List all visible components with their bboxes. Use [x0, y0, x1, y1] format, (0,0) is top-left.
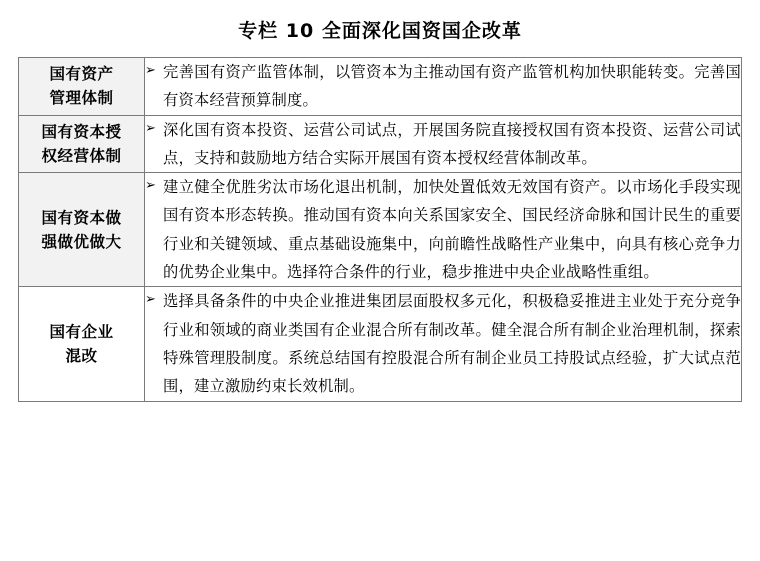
bullet-row: [145, 173, 741, 286]
row-label-authorized-operation-system: [19, 115, 145, 173]
paragraph-text: 建立健全优胜劣汰市场化退出机制，加快处置低效无效国有资产。以市场化手段实现国有资本形态转换。推动国有资本向关系国家安全、国民经济命脉和国计民生的重要行业和关键领域、重点基础设施集中，向前瞻性战略性产业集中，向具有核心竞争力的优势企业集中。选择符合条件的行业，稳步推进中央企业战略性重组。: [163, 178, 741, 282]
table-row: [19, 173, 742, 287]
bullet-row: [145, 116, 741, 173]
row-content-mixed-ownership-reform: [145, 287, 742, 401]
row-label-mixed-ownership-reform: [19, 287, 145, 401]
arrow-bullet-icon: ➢: [145, 63, 156, 78]
label-line: 管理体制: [49, 89, 114, 108]
table-row: [19, 115, 742, 173]
paragraph-text: 深化国有资本投资、运营公司试点，开展国务院直接授权国有资本投资、运营公司试点，支持和鼓励地方结合实际开展国有资本授权经营体制改革。: [163, 120, 741, 167]
label-line: 权经营体制: [41, 146, 122, 165]
paragraph-text: 选择具备条件的中央企业推进集团层面股权多元化，积极稳妥推进主业处于充分竞争行业和领域的商业类国有企业混合所有制改革。健全混合所有制企业治理机制，探索特殊管理股制度。系统总结国有控股混合所有制企业员工持股试点经验，扩大试点范围，建立激励约束长效机制。: [163, 292, 741, 396]
label-line: 国有资本授: [41, 122, 122, 141]
row-label-state-asset-management-system: [19, 58, 145, 116]
table-row: [19, 287, 742, 401]
arrow-bullet-icon: ➢: [145, 292, 156, 308]
label-line: 强做优做大: [41, 232, 122, 251]
box-table-wrapper: [18, 57, 742, 402]
row-content-authorized-operation-system: [145, 115, 742, 173]
page-title: 专栏 10 全面深化国资国企改革: [238, 20, 522, 42]
reform-measures-table: [18, 57, 742, 402]
bullet-row: [145, 287, 741, 400]
paragraph-text: 完善国有资产监管体制，以管资本为主推动国有资产监管机构加快职能转变。完善国有资本经营预算制度。: [163, 63, 741, 110]
row-label-stronger-better-bigger-capital: [19, 173, 145, 287]
bullet-row: [145, 58, 741, 115]
row-content-state-asset-management-system: [145, 58, 742, 116]
label-line: 国有资本做: [41, 208, 122, 227]
row-content-stronger-better-bigger-capital: [145, 173, 742, 287]
label-line: 国有企业: [49, 322, 114, 341]
label-line: 国有资产: [49, 65, 114, 84]
arrow-bullet-icon: ➢: [145, 178, 156, 194]
table-row: [19, 58, 742, 116]
label-line: 混改: [65, 346, 98, 365]
arrow-bullet-icon: ➢: [145, 120, 156, 136]
